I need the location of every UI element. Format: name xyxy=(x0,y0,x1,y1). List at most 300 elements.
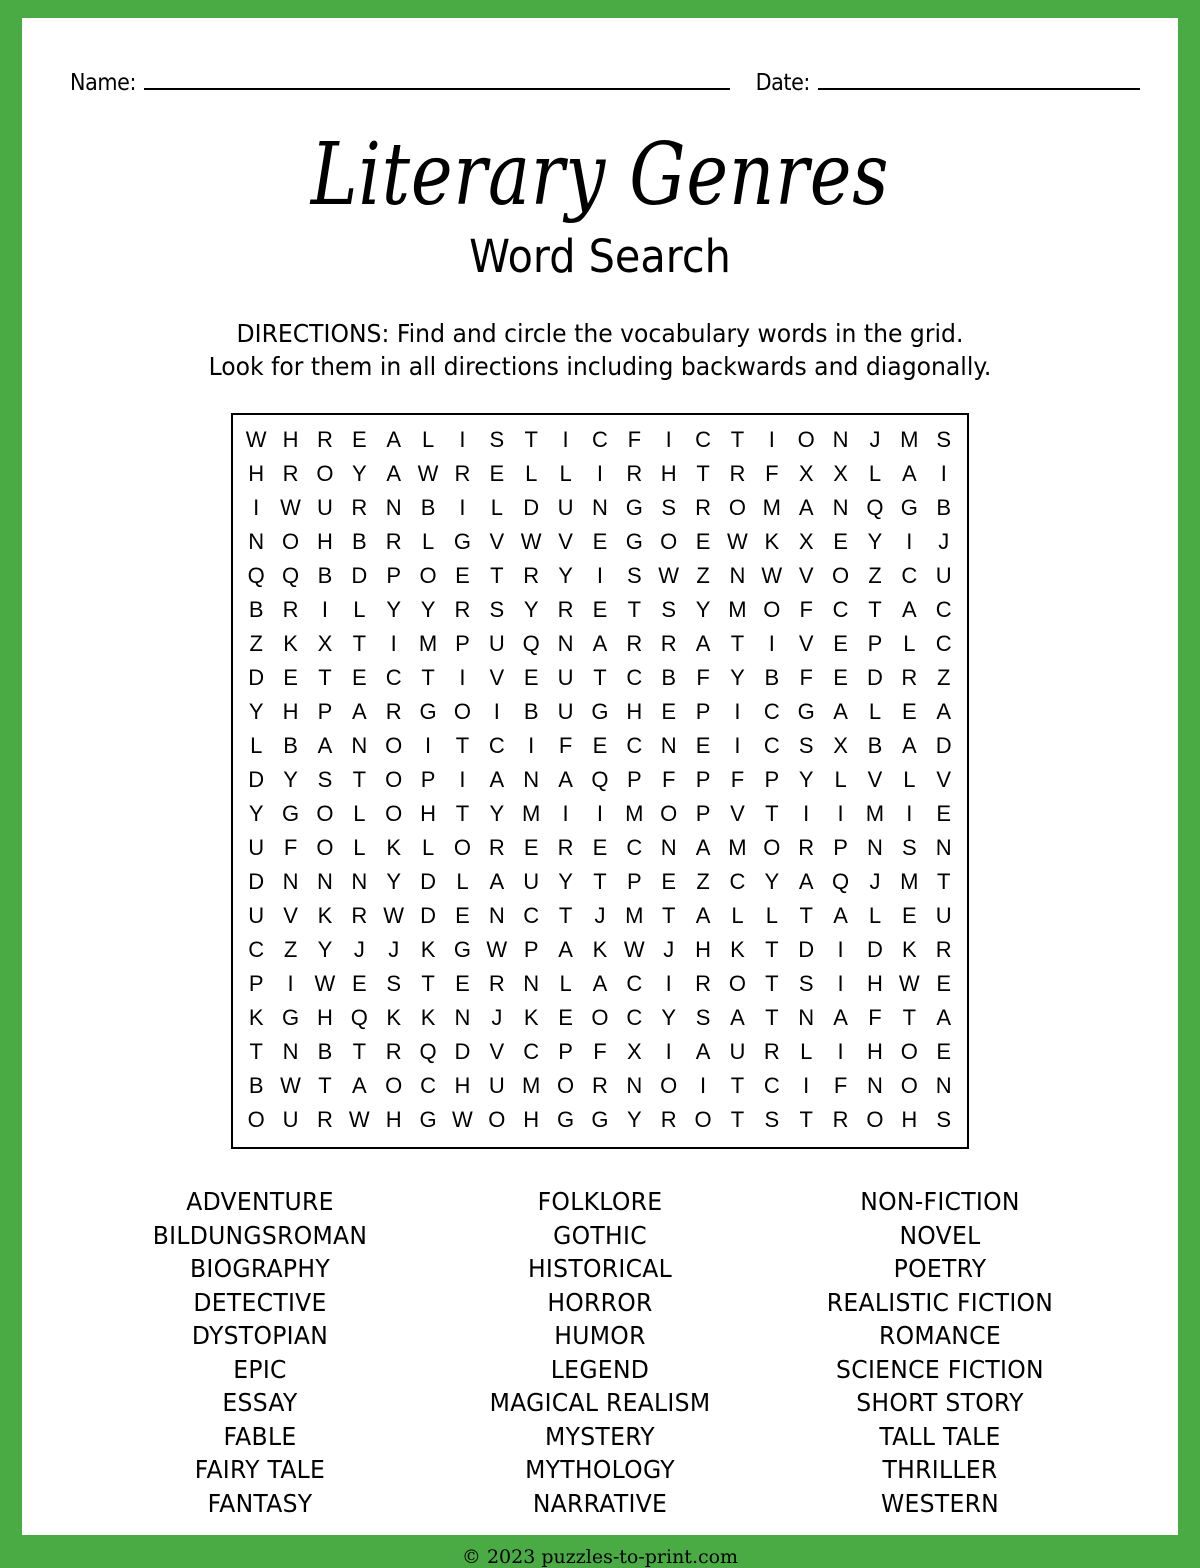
grid-cell[interactable]: P xyxy=(455,631,470,656)
word-list-item[interactable]: LEGEND xyxy=(550,1354,650,1384)
grid-cell[interactable]: D xyxy=(454,1039,471,1064)
grid-cell[interactable]: T xyxy=(730,427,745,452)
grid-cell[interactable]: U xyxy=(935,903,952,928)
grid-cell[interactable]: A xyxy=(386,427,402,452)
grid-cell[interactable]: F xyxy=(558,733,573,758)
grid-cell[interactable]: R xyxy=(729,461,746,486)
grid-cell[interactable]: R xyxy=(351,903,368,928)
grid-cell[interactable]: S xyxy=(317,767,333,792)
grid-cell[interactable]: L xyxy=(903,767,916,792)
name-input-line[interactable] xyxy=(144,88,730,90)
grid-cell[interactable]: I xyxy=(459,665,466,690)
grid-cell[interactable]: O xyxy=(660,801,678,826)
word-list-item[interactable]: FOLKLORE xyxy=(537,1187,663,1216)
grid-cell[interactable]: Z xyxy=(937,665,951,690)
grid-cell[interactable]: N xyxy=(935,835,952,860)
grid-cell[interactable]: I xyxy=(596,461,603,486)
grid-cell[interactable]: E xyxy=(592,733,608,758)
grid-cell[interactable]: S xyxy=(901,835,917,860)
grid-cell[interactable]: C xyxy=(626,971,643,996)
grid-cell[interactable]: E xyxy=(351,427,367,452)
grid-cell[interactable]: K xyxy=(764,529,780,554)
grid-cell[interactable]: Z xyxy=(696,563,710,588)
grid-cell[interactable]: S xyxy=(936,1107,952,1132)
grid-cell[interactable]: R xyxy=(316,1107,333,1132)
grid-cell[interactable]: I xyxy=(665,427,672,452)
grid-cell[interactable]: Y xyxy=(317,937,333,962)
grid-cell[interactable]: N xyxy=(866,835,883,860)
grid-cell[interactable]: S xyxy=(695,1005,711,1030)
grid-cell[interactable]: T xyxy=(558,903,573,928)
grid-cell[interactable]: I xyxy=(768,631,775,656)
grid-cell[interactable]: H xyxy=(866,971,883,996)
grid-cell[interactable]: H xyxy=(695,937,711,962)
grid-cell[interactable]: E xyxy=(523,835,539,860)
grid-cell[interactable]: E xyxy=(833,665,848,690)
grid-cell[interactable]: Y xyxy=(420,597,436,622)
grid-cell[interactable]: O xyxy=(316,835,334,860)
grid-cell[interactable]: D xyxy=(866,937,883,962)
grid-cell[interactable]: R xyxy=(488,835,505,860)
date-input-line[interactable] xyxy=(818,88,1140,90)
grid-cell[interactable]: N xyxy=(351,869,368,894)
grid-cell[interactable]: L xyxy=(490,495,503,520)
grid-cell[interactable]: R xyxy=(282,597,299,622)
grid-cell[interactable]: F xyxy=(833,1073,848,1098)
grid-cell[interactable]: A xyxy=(730,1005,745,1030)
grid-cell[interactable]: B xyxy=(936,495,952,520)
word-list-item[interactable]: NOVEL xyxy=(899,1220,981,1250)
grid-cell[interactable]: D xyxy=(935,733,952,758)
grid-cell[interactable]: D xyxy=(420,869,436,894)
grid-cell[interactable]: H xyxy=(282,699,299,724)
grid-cell[interactable]: L xyxy=(525,461,538,486)
grid-cell[interactable]: L xyxy=(800,1039,813,1064)
grid-cell[interactable]: Z xyxy=(283,937,298,962)
word-list-item[interactable]: FABLE xyxy=(223,1421,297,1451)
grid-cell[interactable]: R xyxy=(626,461,643,486)
word-list-item[interactable]: BIOGRAPHY xyxy=(190,1254,330,1283)
grid-cell[interactable]: X xyxy=(626,1039,642,1064)
grid-cell[interactable]: T xyxy=(421,971,435,996)
grid-cell[interactable]: A xyxy=(798,495,814,520)
grid-cell[interactable]: B xyxy=(523,699,539,724)
grid-cell[interactable]: B xyxy=(420,495,436,520)
grid-cell[interactable]: W xyxy=(452,1107,473,1132)
grid-cell[interactable]: L xyxy=(353,597,366,622)
grid-cell[interactable]: V xyxy=(489,1039,505,1064)
grid-cell[interactable]: I xyxy=(596,563,603,588)
grid-cell[interactable]: D xyxy=(248,869,265,894)
grid-cell[interactable]: F xyxy=(627,427,642,452)
grid-cell[interactable]: A xyxy=(351,699,367,724)
grid-cell[interactable]: H xyxy=(866,1039,883,1064)
grid-cell[interactable]: V xyxy=(798,631,814,656)
grid-cell[interactable]: E xyxy=(936,801,952,826)
grid-cell[interactable]: I xyxy=(459,427,466,452)
word-list-item[interactable]: EPIC xyxy=(233,1354,287,1384)
grid-cell[interactable]: F xyxy=(696,665,710,690)
grid-cell[interactable]: I xyxy=(562,427,569,452)
grid-cell[interactable]: M xyxy=(728,835,747,860)
grid-cell[interactable]: P xyxy=(248,971,264,996)
grid-cell[interactable]: H xyxy=(282,427,299,452)
grid-cell[interactable]: E xyxy=(901,903,917,928)
grid-cell[interactable]: A xyxy=(936,1005,952,1030)
grid-cell[interactable]: U xyxy=(488,631,505,656)
grid-cell[interactable]: Y xyxy=(626,1107,642,1132)
grid-cell[interactable]: O xyxy=(728,971,746,996)
word-list-item[interactable]: SCIENCE FICTION xyxy=(836,1354,1044,1384)
grid-cell[interactable]: A xyxy=(833,1005,848,1030)
grid-cell[interactable]: N xyxy=(523,767,540,792)
grid-cell[interactable]: R xyxy=(385,699,402,724)
grid-cell[interactable]: H xyxy=(248,461,265,486)
grid-cell[interactable]: C xyxy=(488,733,505,758)
grid-cell[interactable]: C xyxy=(935,631,952,656)
grid-cell[interactable]: M xyxy=(900,427,919,452)
grid-cell[interactable]: O xyxy=(316,461,334,486)
grid-cell[interactable]: N xyxy=(935,1073,952,1098)
grid-cell[interactable]: G xyxy=(625,529,643,554)
grid-cell[interactable]: J xyxy=(594,903,606,928)
grid-cell[interactable]: N xyxy=(660,733,677,758)
grid-cell[interactable]: A xyxy=(351,1073,367,1098)
grid-cell[interactable]: A xyxy=(592,971,608,996)
grid-cell[interactable]: C xyxy=(935,597,952,622)
grid-cell[interactable]: N xyxy=(488,903,505,928)
grid-cell[interactable]: L xyxy=(765,903,778,928)
grid-cell[interactable]: I xyxy=(493,699,500,724)
grid-cell[interactable]: K xyxy=(592,937,608,962)
grid-cell[interactable]: H xyxy=(626,699,643,724)
grid-cell[interactable]: R xyxy=(385,529,402,554)
grid-cell[interactable]: O xyxy=(282,529,300,554)
grid-cell[interactable]: V xyxy=(283,903,298,928)
grid-cell[interactable]: A xyxy=(798,869,814,894)
grid-cell[interactable]: N xyxy=(282,1039,299,1064)
word-list-item[interactable]: ESSAY xyxy=(222,1388,298,1417)
word-list-item[interactable]: ADVENTURE xyxy=(186,1187,334,1216)
grid-cell[interactable]: A xyxy=(558,937,573,962)
grid-cell[interactable]: Z xyxy=(249,631,263,656)
grid-cell[interactable]: N xyxy=(557,631,574,656)
grid-cell[interactable]: O xyxy=(900,1039,918,1064)
grid-cell[interactable]: L xyxy=(456,869,469,894)
grid-cell[interactable]: R xyxy=(763,1039,780,1064)
grid-cell[interactable]: T xyxy=(730,1107,745,1132)
grid-cell[interactable]: C xyxy=(763,699,780,724)
grid-cell[interactable]: R xyxy=(695,971,711,996)
grid-cell[interactable]: T xyxy=(696,461,710,486)
grid-cell[interactable]: L xyxy=(868,461,882,486)
grid-cell[interactable]: J xyxy=(663,937,675,962)
grid-cell[interactable]: I xyxy=(459,495,466,520)
grid-cell[interactable]: O xyxy=(763,835,781,860)
grid-cell[interactable]: G xyxy=(282,1005,300,1030)
grid-cell[interactable]: F xyxy=(593,1039,607,1064)
grid-cell[interactable]: E xyxy=(489,461,505,486)
grid-cell[interactable]: E xyxy=(936,971,952,996)
grid-cell[interactable]: V xyxy=(558,529,573,554)
grid-cell[interactable]: S xyxy=(661,597,677,622)
grid-cell[interactable]: T xyxy=(765,971,779,996)
grid-cell[interactable]: A xyxy=(936,699,952,724)
grid-cell[interactable]: A xyxy=(901,733,917,758)
grid-cell[interactable]: W xyxy=(623,937,645,962)
grid-cell[interactable]: A xyxy=(489,767,505,792)
grid-cell[interactable]: B xyxy=(764,665,780,690)
grid-cell[interactable]: T xyxy=(421,665,435,690)
grid-cell[interactable]: I xyxy=(459,767,466,792)
grid-cell[interactable]: Y xyxy=(558,563,573,588)
grid-cell[interactable]: T xyxy=(799,1107,813,1132)
grid-cell[interactable]: X xyxy=(798,529,814,554)
grid-cell[interactable]: R xyxy=(591,1073,608,1098)
grid-cell[interactable]: D xyxy=(523,495,540,520)
grid-cell[interactable]: N xyxy=(282,869,299,894)
grid-cell[interactable]: I xyxy=(734,699,741,724)
grid-cell[interactable]: J xyxy=(388,937,400,962)
grid-cell[interactable]: C xyxy=(626,733,643,758)
word-list-item[interactable]: TALL TALE xyxy=(879,1421,1001,1451)
grid-cell[interactable]: E xyxy=(351,971,367,996)
grid-cell[interactable]: E xyxy=(936,1039,952,1064)
grid-cell[interactable]: U xyxy=(557,665,574,690)
grid-cell[interactable]: R xyxy=(832,1107,849,1132)
grid-cell[interactable]: A xyxy=(695,1039,711,1064)
grid-cell[interactable]: R xyxy=(626,631,643,656)
grid-cell[interactable]: B xyxy=(351,529,367,554)
grid-cell[interactable]: L xyxy=(868,903,882,928)
grid-cell[interactable]: B xyxy=(867,733,883,758)
grid-cell[interactable]: L xyxy=(559,971,572,996)
grid-cell[interactable]: G xyxy=(557,1107,575,1132)
grid-cell[interactable]: K xyxy=(283,631,298,656)
grid-cell[interactable]: A xyxy=(695,903,711,928)
grid-cell[interactable]: L xyxy=(353,835,366,860)
grid-cell[interactable]: E xyxy=(283,665,298,690)
grid-cell[interactable]: O xyxy=(385,1073,403,1098)
grid-cell[interactable]: T xyxy=(352,1039,367,1064)
grid-cell[interactable]: O xyxy=(832,563,850,588)
grid-cell[interactable]: O xyxy=(488,1107,506,1132)
grid-cell[interactable]: U xyxy=(316,495,333,520)
grid-cell[interactable]: D xyxy=(866,665,883,690)
grid-cell[interactable]: Y xyxy=(248,699,264,724)
grid-cell[interactable]: Z xyxy=(868,563,882,588)
grid-cell[interactable]: T xyxy=(868,597,882,622)
grid-cell[interactable]: R xyxy=(282,461,299,486)
grid-cell[interactable]: M xyxy=(900,869,919,894)
word-list-item[interactable]: SHORT STORY xyxy=(856,1388,1024,1417)
grid-cell[interactable]: B xyxy=(661,665,677,690)
grid-cell[interactable]: T xyxy=(524,427,538,452)
word-list-item[interactable]: NARRATIVE xyxy=(532,1488,668,1518)
grid-cell[interactable]: T xyxy=(765,1005,779,1030)
grid-cell[interactable]: C xyxy=(591,427,608,452)
grid-cell[interactable]: T xyxy=(318,1073,332,1098)
grid-cell[interactable]: J xyxy=(491,1005,503,1030)
grid-cell[interactable]: M xyxy=(625,903,644,928)
grid-cell[interactable]: R xyxy=(901,665,918,690)
grid-cell[interactable]: P xyxy=(764,767,780,792)
grid-cell[interactable]: Y xyxy=(764,869,780,894)
word-list-item[interactable]: THRILLER xyxy=(882,1455,998,1484)
grid-cell[interactable]: U xyxy=(523,869,540,894)
grid-cell[interactable]: N xyxy=(385,495,402,520)
grid-cell[interactable]: L xyxy=(353,801,366,826)
grid-cell[interactable]: R xyxy=(798,835,815,860)
grid-cell[interactable]: I xyxy=(562,801,569,826)
grid-cell[interactable]: G xyxy=(591,699,609,724)
grid-cell[interactable]: E xyxy=(592,597,608,622)
grid-cell[interactable]: I xyxy=(390,631,397,656)
grid-cell[interactable]: O xyxy=(316,801,334,826)
grid-cell[interactable]: I xyxy=(321,597,328,622)
grid-cell[interactable]: R xyxy=(385,1039,402,1064)
grid-cell[interactable]: L xyxy=(250,733,263,758)
grid-cell[interactable]: A xyxy=(592,631,608,656)
word-list-item[interactable]: FAIRY TALE xyxy=(194,1455,326,1484)
grid-cell[interactable]: E xyxy=(695,733,711,758)
grid-cell[interactable]: Q xyxy=(866,495,884,520)
grid-cell[interactable]: S xyxy=(798,971,814,996)
grid-cell[interactable]: L xyxy=(421,835,435,860)
grid-cell[interactable]: L xyxy=(421,427,435,452)
grid-cell[interactable]: A xyxy=(833,903,848,928)
grid-cell[interactable]: E xyxy=(901,699,917,724)
grid-cell[interactable]: R xyxy=(351,495,368,520)
grid-cell[interactable]: H xyxy=(420,801,436,826)
word-list-item[interactable]: MYTHOLOGY xyxy=(525,1455,675,1484)
grid-cell[interactable]: A xyxy=(901,597,917,622)
grid-cell[interactable]: T xyxy=(730,1073,745,1098)
grid-cell[interactable]: A xyxy=(558,767,573,792)
grid-cell[interactable]: W xyxy=(280,495,301,520)
grid-cell[interactable]: T xyxy=(902,1005,917,1030)
grid-cell[interactable]: R xyxy=(695,495,711,520)
grid-cell[interactable]: C xyxy=(832,597,849,622)
grid-cell[interactable]: F xyxy=(765,461,779,486)
grid-cell[interactable]: S xyxy=(489,597,505,622)
grid-cell[interactable]: P xyxy=(695,801,711,826)
grid-cell[interactable]: O xyxy=(866,1107,884,1132)
grid-cell[interactable]: W xyxy=(486,937,508,962)
grid-cell[interactable]: N xyxy=(832,495,849,520)
grid-cell[interactable]: I xyxy=(803,1073,810,1098)
grid-cell[interactable]: I xyxy=(940,461,947,486)
grid-cell[interactable]: R xyxy=(660,631,677,656)
grid-cell[interactable]: W xyxy=(520,529,542,554)
grid-cell[interactable]: Y xyxy=(386,597,402,622)
grid-cell[interactable]: M xyxy=(728,597,747,622)
grid-cell[interactable]: T xyxy=(352,767,367,792)
grid-cell[interactable]: V xyxy=(489,665,505,690)
grid-cell[interactable]: U xyxy=(282,1107,299,1132)
word-list-item[interactable]: NON-FICTION xyxy=(860,1187,1020,1216)
grid-cell[interactable]: A xyxy=(695,631,711,656)
grid-cell[interactable]: T xyxy=(799,903,813,928)
grid-cell[interactable]: I xyxy=(528,733,535,758)
grid-cell[interactable]: O xyxy=(385,767,403,792)
grid-cell[interactable]: I xyxy=(253,495,260,520)
grid-cell[interactable]: G xyxy=(282,801,300,826)
grid-cell[interactable]: O xyxy=(797,427,815,452)
grid-cell[interactable]: P xyxy=(626,869,642,894)
grid-cell[interactable]: R xyxy=(660,1107,677,1132)
grid-cell[interactable]: E xyxy=(523,665,539,690)
grid-cell[interactable]: I xyxy=(700,1073,707,1098)
grid-cell[interactable]: F xyxy=(661,767,676,792)
grid-cell[interactable]: P xyxy=(695,767,711,792)
grid-cell[interactable]: Y xyxy=(558,869,573,894)
grid-cell[interactable]: F xyxy=(730,767,745,792)
grid-cell[interactable]: U xyxy=(248,903,265,928)
grid-cell[interactable]: T xyxy=(318,665,332,690)
grid-cell[interactable]: O xyxy=(660,529,678,554)
grid-cell[interactable]: Q xyxy=(350,1005,368,1030)
grid-cell[interactable]: Y xyxy=(248,801,264,826)
grid-cell[interactable]: M xyxy=(762,495,781,520)
grid-cell[interactable]: I xyxy=(837,937,844,962)
grid-cell[interactable]: C xyxy=(695,427,711,452)
grid-cell[interactable]: G xyxy=(900,495,918,520)
grid-cell[interactable]: H xyxy=(316,529,333,554)
grid-cell[interactable]: M xyxy=(625,801,644,826)
grid-cell[interactable]: H xyxy=(316,1005,333,1030)
grid-cell[interactable]: N xyxy=(798,1005,815,1030)
grid-cell[interactable]: N xyxy=(729,563,746,588)
grid-cell[interactable]: I xyxy=(287,971,294,996)
grid-cell[interactable]: M xyxy=(865,801,885,826)
grid-cell[interactable]: R xyxy=(935,937,952,962)
grid-cell[interactable]: Y xyxy=(730,665,745,690)
grid-cell[interactable]: E xyxy=(833,631,848,656)
word-list-item[interactable]: REALISTIC FICTION xyxy=(826,1287,1054,1317)
grid-cell[interactable]: W xyxy=(761,563,783,588)
grid-cell[interactable]: C xyxy=(763,1073,780,1098)
grid-cell[interactable]: O xyxy=(694,1107,712,1132)
grid-cell[interactable]: T xyxy=(455,733,470,758)
grid-cell[interactable]: T xyxy=(627,597,642,622)
grid-cell[interactable]: K xyxy=(420,937,436,962)
grid-cell[interactable]: J xyxy=(869,427,881,452)
grid-cell[interactable]: O xyxy=(453,699,471,724)
grid-cell[interactable]: G xyxy=(625,495,643,520)
grid-cell[interactable]: N xyxy=(523,971,540,996)
grid-cell[interactable]: W xyxy=(727,529,748,554)
grid-cell[interactable]: O xyxy=(591,1005,609,1030)
grid-cell[interactable]: G xyxy=(419,1107,437,1132)
grid-cell[interactable]: R xyxy=(454,597,471,622)
grid-cell[interactable]: K xyxy=(523,1005,539,1030)
grid-cell[interactable]: U xyxy=(935,563,952,588)
grid-cell[interactable]: N xyxy=(454,1005,471,1030)
grid-cell[interactable]: Q xyxy=(832,869,850,894)
grid-cell[interactable]: K xyxy=(420,1005,436,1030)
grid-cell[interactable]: Q xyxy=(591,767,609,792)
word-list-item[interactable]: DETECTIVE xyxy=(193,1287,327,1317)
grid-cell[interactable]: K xyxy=(386,1005,402,1030)
grid-cell[interactable]: I xyxy=(665,971,672,996)
grid-cell[interactable]: I xyxy=(837,801,844,826)
grid-cell[interactable]: P xyxy=(386,563,402,588)
grid-cell[interactable]: O xyxy=(419,563,437,588)
grid-cell[interactable]: W xyxy=(280,1073,301,1098)
grid-cell[interactable]: P xyxy=(695,699,711,724)
grid-cell[interactable]: N xyxy=(591,495,608,520)
